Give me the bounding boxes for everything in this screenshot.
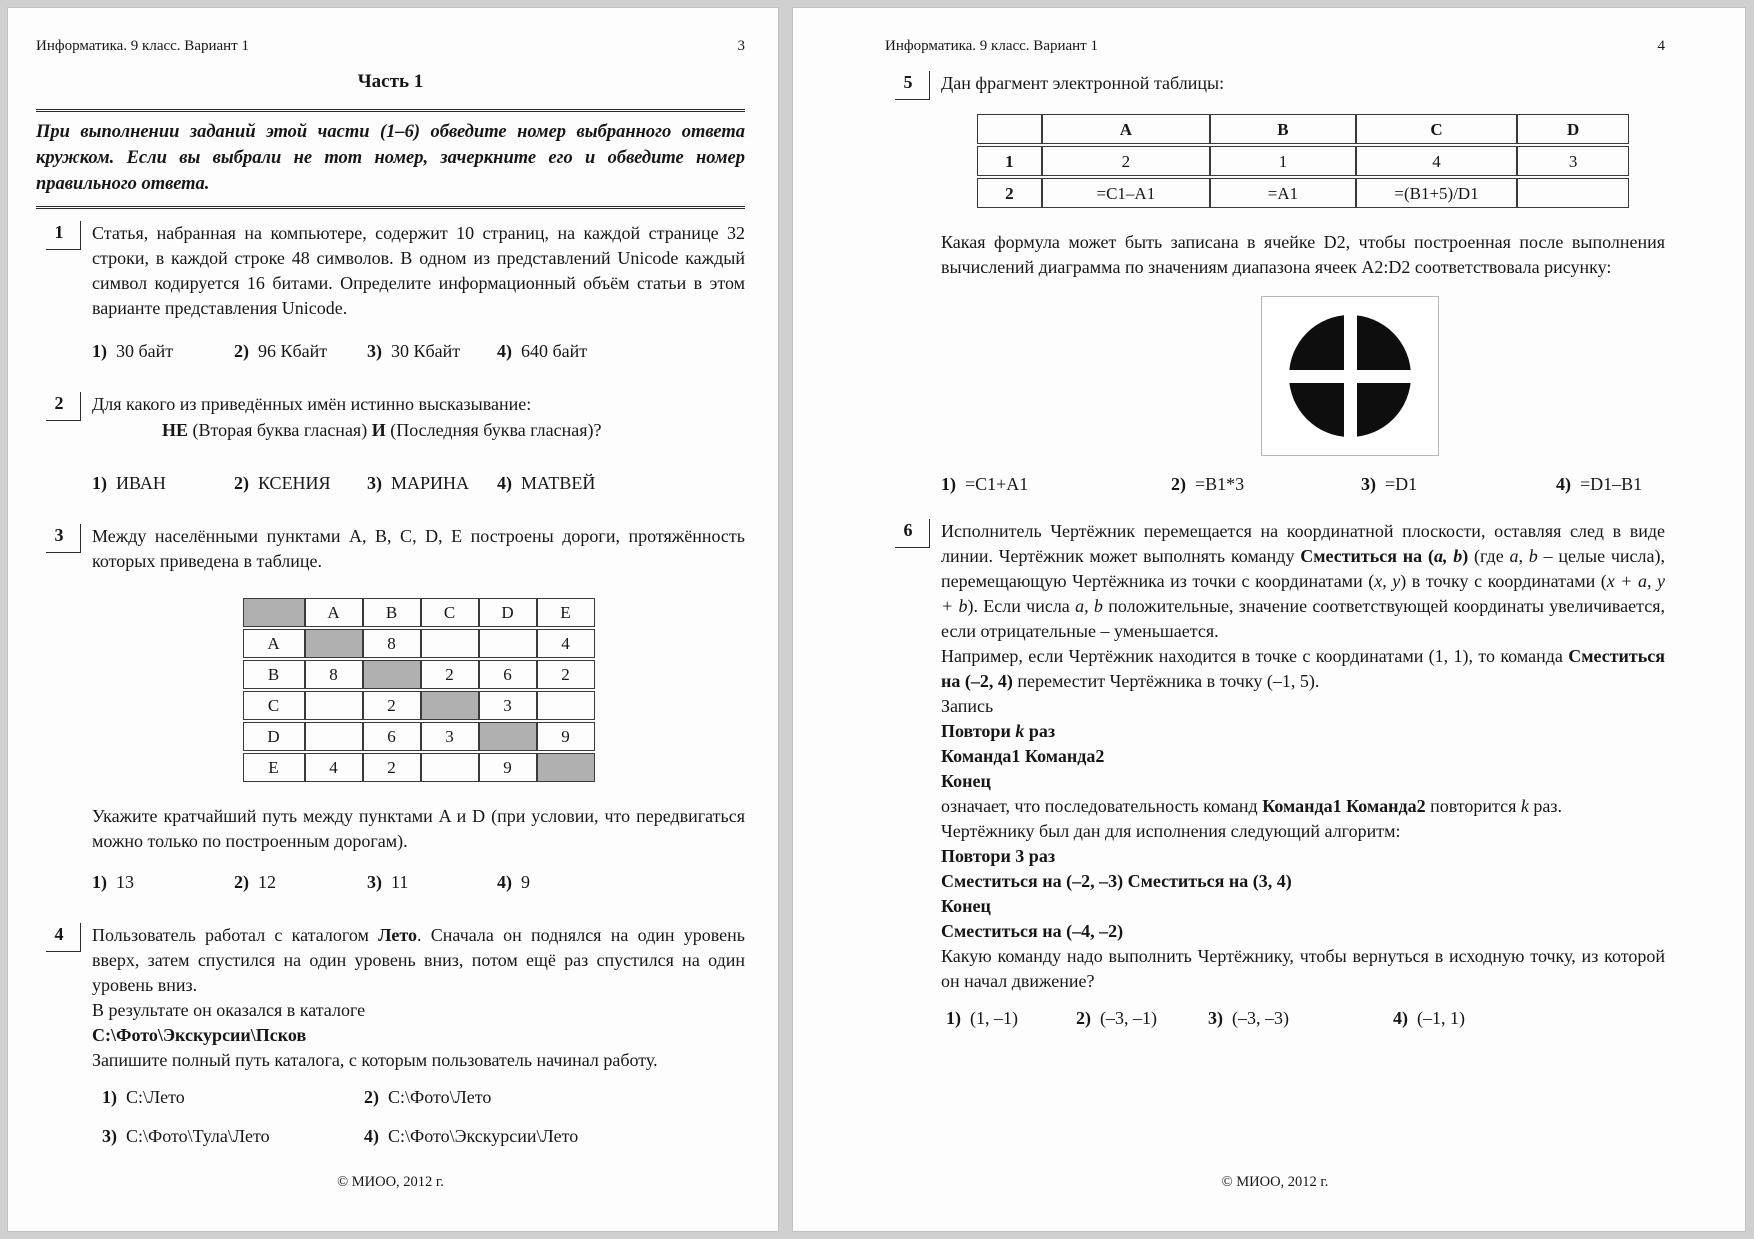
table-cell [479,629,537,658]
question-1-options [92,339,745,364]
option-label: 4) [1556,474,1571,494]
table-cell [1517,178,1629,208]
option-label: 2) [234,473,249,493]
condition-part: (Вторая буква гласная) [188,420,372,440]
option [234,870,367,895]
question-2-number: 2 [46,392,81,421]
directory-path: C:\Фото\Экскурсии\Псков [92,1025,307,1045]
pie-figure-frame [1261,296,1439,456]
question-6 [885,519,1665,1031]
table-cell [305,691,363,720]
text-segment: положительные, значение соответствующей координаты увеличивается, если отрицательные – уменьшается. [941,596,1666,641]
table-row [977,178,1629,208]
running-head: Информатика. 9 класс. Вариант 1 [885,38,1098,54]
option [92,870,234,895]
text-segment: . Сначала он поднялся на один уровень вверх, затем спустился на один уровень вниз, потом ещё раз спустился на один уровень вниз. [92,925,745,995]
table-cell: 3 [1517,146,1629,176]
command-name: Команда1 Команда2 [1262,796,1426,816]
option-value: =C1+A1 [965,474,1029,494]
question-6-example [941,644,1665,694]
table-cell: D [1517,114,1629,144]
option-value: =D1 [1385,474,1418,494]
not-operator: НЕ [162,420,189,440]
copyright-footer: © МИОО, 2012 г. [337,1174,444,1190]
variable: a, b [1075,596,1103,616]
question-2-condition [162,418,745,443]
question-5-number: 5 [895,71,930,100]
page-4 [793,8,1745,1231]
table-cell: E [243,753,305,782]
question-5-prompt: Какая формула может быть записана в ячейке D2, чтобы построенная после выполнения вычислений диаграмма по значениям диапазона ячеек A2:D2 соответствовала рисунку: [941,232,1665,277]
option-value: (–3, –3) [1232,1008,1289,1028]
option-label: 1) [92,473,107,493]
option-label: 3) [367,341,382,361]
option-value: 9 [521,872,530,892]
table-cell [243,598,305,627]
text-segment: переместит Чертёжника в точку (–1, 5). [1012,671,1320,691]
page-number: 4 [1657,38,1665,54]
table-row [243,660,595,689]
text-segment: Например, если Чертёжник находится в точке с координатами (1, 1), то команда [941,646,1569,666]
table-cell: 4 [537,629,595,658]
option [497,339,745,364]
roads-distance-table [243,596,595,784]
spreadsheet-table [977,112,1629,210]
algorithm-end-line: Конец [941,771,991,791]
option [1361,472,1556,497]
question-6-number: 6 [895,519,930,548]
option-label: 1) [102,1087,117,1107]
option-label: 1) [946,1008,961,1028]
table-cell: A [1042,114,1210,144]
option-value: 30 Кбайт [391,341,461,361]
option [946,1006,1076,1031]
option-value: 96 Кбайт [258,341,328,361]
text-segment: ) в точку с координатами ( [1400,571,1607,591]
question-3-number-cell [36,524,92,895]
option-value: =D1–B1 [1580,474,1643,494]
table-cell [421,691,479,720]
table-cell [537,753,595,782]
option-label: 2) [1171,474,1186,494]
question-6-meaning [941,794,1665,819]
table-cell: 3 [479,691,537,720]
and-operator: И [371,420,386,440]
table-cell: =C1–A1 [1042,178,1210,208]
question-2-number-cell [36,392,92,496]
algorithm-line: Сместиться на (–4, –2) [941,921,1124,941]
page-3-header [36,38,745,55]
table-cell: 6 [479,660,537,689]
table-cell: A [243,629,305,658]
algorithm-line: Конец [941,896,991,916]
option-value: КСЕНИЯ [258,473,331,493]
table-cell: 2 [363,753,421,782]
instruction-text: При выполнении заданий этой части (1–6) обведите номер выбранного ответа кружком. Если вы выбрали не тот номер, зачеркните его и обведите номер правильного ответа. [36,109,745,209]
option-value: (–1, 1) [1417,1008,1465,1028]
question-2 [36,392,745,496]
option-label: 2) [234,872,249,892]
table-row [977,146,1629,176]
option [102,1124,364,1149]
copyright-footer: © МИОО, 2012 г. [1221,1174,1329,1190]
question-1-text: Статья, набранная на компьютере, содержит 10 страниц, на каждой странице 32 строки, в каждой строке 48 символов. В одном из представлений Unicode каждый символ кодируется 16 битами. Определите информационный объём статьи в этом варианте представления Unicode. [92,223,745,318]
option-label: 2) [234,341,249,361]
table-cell: A [305,598,363,627]
option-value: МАРИНА [391,473,470,493]
option-value: =B1*3 [1195,474,1245,494]
option-label: 4) [497,341,512,361]
command-name: Сместиться на ( [1300,546,1434,566]
question-4 [36,923,745,1149]
table-cell: 1 [1210,146,1356,176]
algorithm-repeat-line [941,719,1665,744]
option [102,1085,364,1110]
table-cell: D [243,722,305,751]
option [234,471,367,496]
text-segment: ). Если числа [967,596,1076,616]
question-2-text: Для какого из приведённых имён истинно высказывание: [92,394,532,414]
option-value: C:\Фото\Тула\Лето [126,1126,270,1146]
option-value: C:\Фото\Экскурсии\Лето [388,1126,579,1146]
table-cell: B [243,660,305,689]
table-cell: 9 [537,722,595,751]
question-6-options [946,1006,1665,1031]
folder-name: Лето [378,925,418,945]
option [941,472,1171,497]
variable: k [1520,796,1529,816]
option-label: 2) [364,1087,379,1107]
part-title: Часть 1 [357,71,424,92]
question-4-text [92,923,745,998]
keyword: Повтори [941,721,1016,741]
table-cell: 9 [479,753,537,782]
condition-part: (Последняя буква гласная)? [385,420,602,440]
option [497,471,745,496]
option-label: 3) [1208,1008,1223,1028]
table-cell: 8 [305,660,363,689]
option [234,339,367,364]
option-label: 4) [497,473,512,493]
text-segment: раз. [1528,796,1562,816]
text-segment: означает, что последовательность команд [941,796,1263,816]
table-cell [421,753,479,782]
algorithm-line: Повтори 3 раз [941,846,1056,866]
command-args: a, b [1433,546,1463,566]
question-6-intro [941,519,1665,644]
option-value: ИВАН [116,473,166,493]
algorithm-line: Сместиться на (–2, –3) Сместиться на (3, 4) [941,871,1292,891]
table-cell: C [1356,114,1517,144]
table-cell: C [421,598,479,627]
option-value: (–3, –1) [1100,1008,1157,1028]
page-3 [8,8,778,1231]
option-label: 4) [364,1126,379,1146]
question-3-text: Между населёнными пунктами A, B, C, D, E построены дороги, протяжённость которых приведена в таблице. [92,526,745,571]
option-value: 12 [258,872,276,892]
table-row [243,722,595,751]
question-5-number-cell [885,71,941,497]
question-3-options [92,870,745,895]
option-value: 640 байт [521,341,588,361]
option-label: 3) [367,473,382,493]
question-6-prompt: Какую команду надо выполнить Чертёжнику, чтобы вернуться в исходную точку, из которой он начал движение? [941,946,1665,991]
table-cell: 1 [977,146,1042,176]
text-segment: Исполнитель Чертёжник перемещается на координатной плоскости, оставляя след в виде линии. Чертёжник может выполнять команду [941,521,1665,566]
question-5-options [941,472,1665,497]
option-label: 2) [1076,1008,1091,1028]
question-3 [36,524,745,895]
variable: x + a, y + b [941,571,1665,616]
table-cell: 4 [1356,146,1517,176]
option [364,1085,745,1110]
record-label: Запись [941,696,994,716]
text-segment: – целые числа), перемещающую Чертёжника из точки с координатами ( [941,546,1666,591]
question-6-number-cell [885,519,941,1031]
table-cell: C [243,691,305,720]
table-row [243,598,595,627]
question-4-number: 4 [46,923,81,952]
option [497,870,745,895]
question-2-options [92,471,745,496]
option-value: МАТВЕЙ [521,473,596,493]
text-segment: (где [1468,546,1510,566]
table-cell: 8 [363,629,421,658]
table-cell: E [537,598,595,627]
option-label: 3) [367,872,382,892]
table-row [243,753,595,782]
algorithm-commands-line: Команда1 Команда2 [941,746,1105,766]
table-cell [479,722,537,751]
table-cell [305,722,363,751]
option [1393,1006,1665,1031]
question-3-number: 3 [46,524,81,553]
question-1 [36,221,745,364]
question-1-number-cell [36,221,92,364]
option-value: 30 байт [116,341,174,361]
question-4-prompt: Запишите полный путь каталога, с которым пользователь начинал работу. [92,1050,658,1070]
table-cell: 2 [537,660,595,689]
question-1-number: 1 [46,221,81,250]
option-label: 4) [497,872,512,892]
table-cell: 2 [977,178,1042,208]
table-cell: 2 [421,660,479,689]
page-4-header [885,38,1665,55]
table-cell [363,660,421,689]
option-value: C:\Лето [126,1087,185,1107]
text-segment: повторится [1425,796,1521,816]
variable: x, y [1374,571,1401,591]
option-label: 1) [92,341,107,361]
question-4-options [102,1085,745,1149]
question-3-prompt: Укажите кратчайший путь между пунктами A и D (при условии, что передвигаться можно только по построенным дорогам). [92,806,745,851]
table-cell: 3 [421,722,479,751]
question-4-number-cell [36,923,92,1149]
option [92,339,234,364]
table-row [243,629,595,658]
table-row [977,114,1629,144]
table-cell: 2 [363,691,421,720]
option [1208,1006,1393,1031]
table-row [243,691,595,720]
text-segment: Пользователь работал с каталогом [92,925,379,945]
option-label: 3) [102,1126,117,1146]
variable: k [1015,721,1025,741]
option [364,1124,745,1149]
table-cell: 4 [305,753,363,782]
option [367,471,497,496]
table-cell: 6 [363,722,421,751]
option-label: 4) [1393,1008,1408,1028]
question-4-line2: В результате он оказался в каталоге [92,1000,366,1020]
table-cell: B [1210,114,1356,144]
table-cell [421,629,479,658]
question-5 [885,71,1665,497]
option [1556,472,1665,497]
table-cell: =(B1+5)/D1 [1356,178,1517,208]
option-value: 11 [391,872,409,892]
option-value: (1, –1) [970,1008,1018,1028]
question-6-algorithm-intro: Чертёжнику был дан для исполнения следующий алгоритм: [941,821,1401,841]
command-name: Сместиться на (–2, 4) [941,646,1665,691]
option [1171,472,1361,497]
table-cell [305,629,363,658]
option-value: 13 [116,872,134,892]
command-name: ) [1462,546,1469,566]
keyword: раз [1024,721,1056,741]
question-5-text: Дан фрагмент электронной таблицы: [941,73,1225,93]
table-cell [977,114,1042,144]
option-value: C:\Фото\Лето [388,1087,492,1107]
table-cell: 2 [1042,146,1210,176]
option-label: 1) [941,474,956,494]
option [92,471,234,496]
variable: a, b [1509,546,1538,566]
page-number: 3 [737,38,745,54]
option [1076,1006,1208,1031]
table-cell [537,691,595,720]
table-cell: D [479,598,537,627]
option [367,339,497,364]
running-head: Информатика. 9 класс. Вариант 1 [36,38,249,54]
table-cell: B [363,598,421,627]
table-cell: =A1 [1210,178,1356,208]
pie-divider-horizontal [1267,370,1433,383]
option [367,870,497,895]
option-label: 3) [1361,474,1376,494]
option-label: 1) [92,872,107,892]
